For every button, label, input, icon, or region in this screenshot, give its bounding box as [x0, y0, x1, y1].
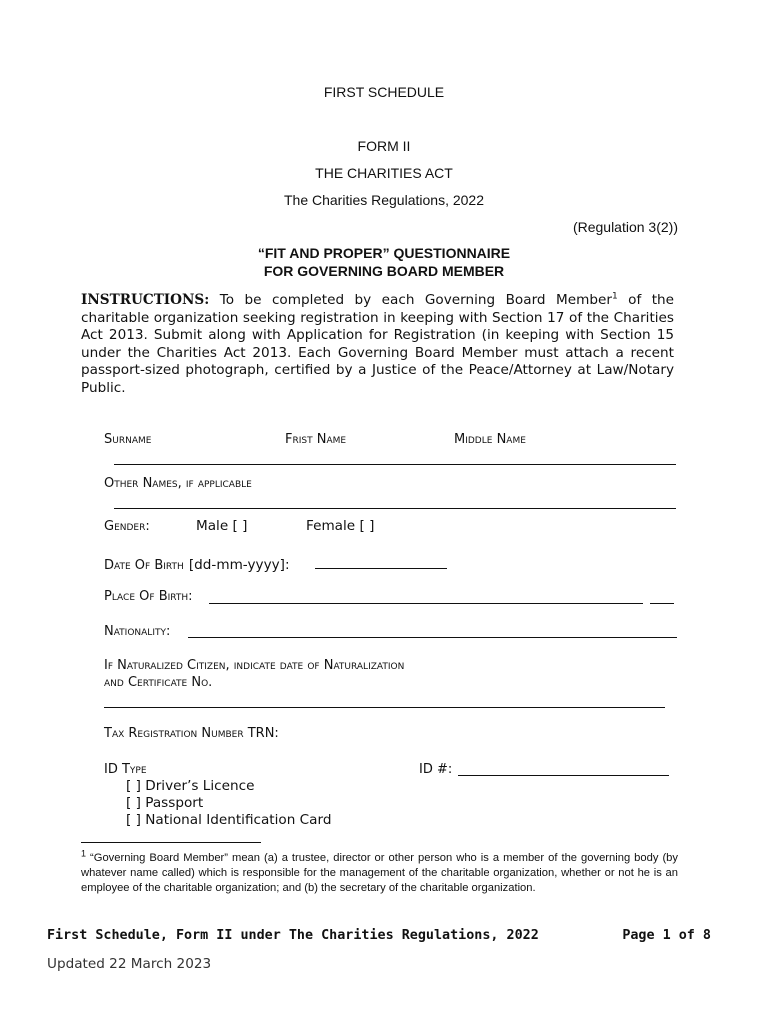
nationality-line[interactable]	[188, 637, 677, 638]
dob-row	[104, 554, 290, 573]
instructions-label: INSTRUCTIONS:	[81, 292, 210, 308]
footnote-reference: 1	[611, 291, 618, 302]
surname-label: Surname	[104, 432, 152, 447]
place-of-birth-label: Place Of Birth:	[104, 589, 193, 604]
dob-format: [dd-mm-yyyy]:	[188, 557, 290, 573]
male-checkbox[interactable]: Male [ ]	[196, 518, 248, 534]
naturalized-label-line2: and Certificate No.	[104, 675, 213, 690]
middle-name-label: Middle Name	[454, 432, 526, 447]
schedule-heading: FIRST SCHEDULE	[323, 84, 445, 100]
footnote-separator	[81, 842, 261, 843]
instructions-text-2: of the charitable organization seeking registration in keeping with Section 17 of the Charities Act 2013. Submit along with Application for Registration (in keeping with Section 15 under the Charities Act 2013. Each Governing Board Member must attach a recent passport-sized photograph, certified by a Justice of the Peace/Attorney at Law/Notary Public.	[81, 292, 675, 396]
regulation-reference: (Regulation 3(2))	[572, 219, 678, 235]
questionnaire-title: “FIT AND PROPER” QUESTIONNAIRE	[257, 245, 511, 261]
instructions-paragraph	[81, 292, 674, 398]
id-option-passport[interactable]: [ ] Passport	[126, 795, 204, 811]
form-heading: FORM II	[357, 138, 411, 154]
footnote-text	[81, 848, 678, 895]
naturalization-line[interactable]	[104, 707, 665, 708]
dob-label: Date Of Birth	[104, 558, 184, 573]
first-name-label: Frist Name	[285, 432, 347, 447]
footnote-number: 1	[81, 848, 87, 859]
name-line[interactable]	[114, 464, 676, 465]
id-number-line[interactable]	[458, 775, 669, 776]
trn-label: Tax Registration Number TRN:	[104, 726, 279, 741]
instructions-text-1: To be completed by each Governing Board Member	[219, 292, 612, 308]
dob-line[interactable]	[315, 568, 447, 569]
questionnaire-subtitle: FOR GOVERNING BOARD MEMBER	[263, 263, 505, 279]
id-number-label: ID #:	[419, 762, 453, 777]
naturalized-label-line1: If Naturalized Citizen, indicate date of Naturalization	[104, 658, 405, 673]
gender-label: Gender:	[104, 519, 150, 534]
footer-title: First Schedule, Form II under The Charities Regulations, 2022	[47, 928, 539, 943]
other-names-label: Other Names, if applicable	[104, 476, 252, 491]
updated-date: Updated 22 March 2023	[47, 956, 212, 972]
footnote-body: “Governing Board Member” mean (a) a trustee, director or other person who is a member of the governing body (by whatever name called) which is responsible for the management of the charitable organization, whether or not he is an employee of the charitable organization; and (b) the secretary of the charitable organization.	[81, 852, 678, 894]
female-checkbox[interactable]: Female [ ]	[306, 518, 375, 534]
id-type-label: ID Type	[104, 762, 147, 777]
id-option-drivers-licence[interactable]: [ ] Driver’s Licence	[126, 778, 255, 794]
place-of-birth-line-end[interactable]	[650, 603, 674, 604]
place-of-birth-line[interactable]	[209, 603, 643, 604]
other-names-line[interactable]	[114, 508, 676, 509]
nationality-label: Nationality:	[104, 624, 171, 639]
page-number: Page 1 of 8	[622, 928, 711, 943]
id-option-national-id[interactable]: [ ] National Identification Card	[126, 812, 332, 828]
act-heading: THE CHARITIES ACT	[315, 165, 453, 181]
regulations-heading: The Charities Regulations, 2022	[283, 192, 484, 208]
